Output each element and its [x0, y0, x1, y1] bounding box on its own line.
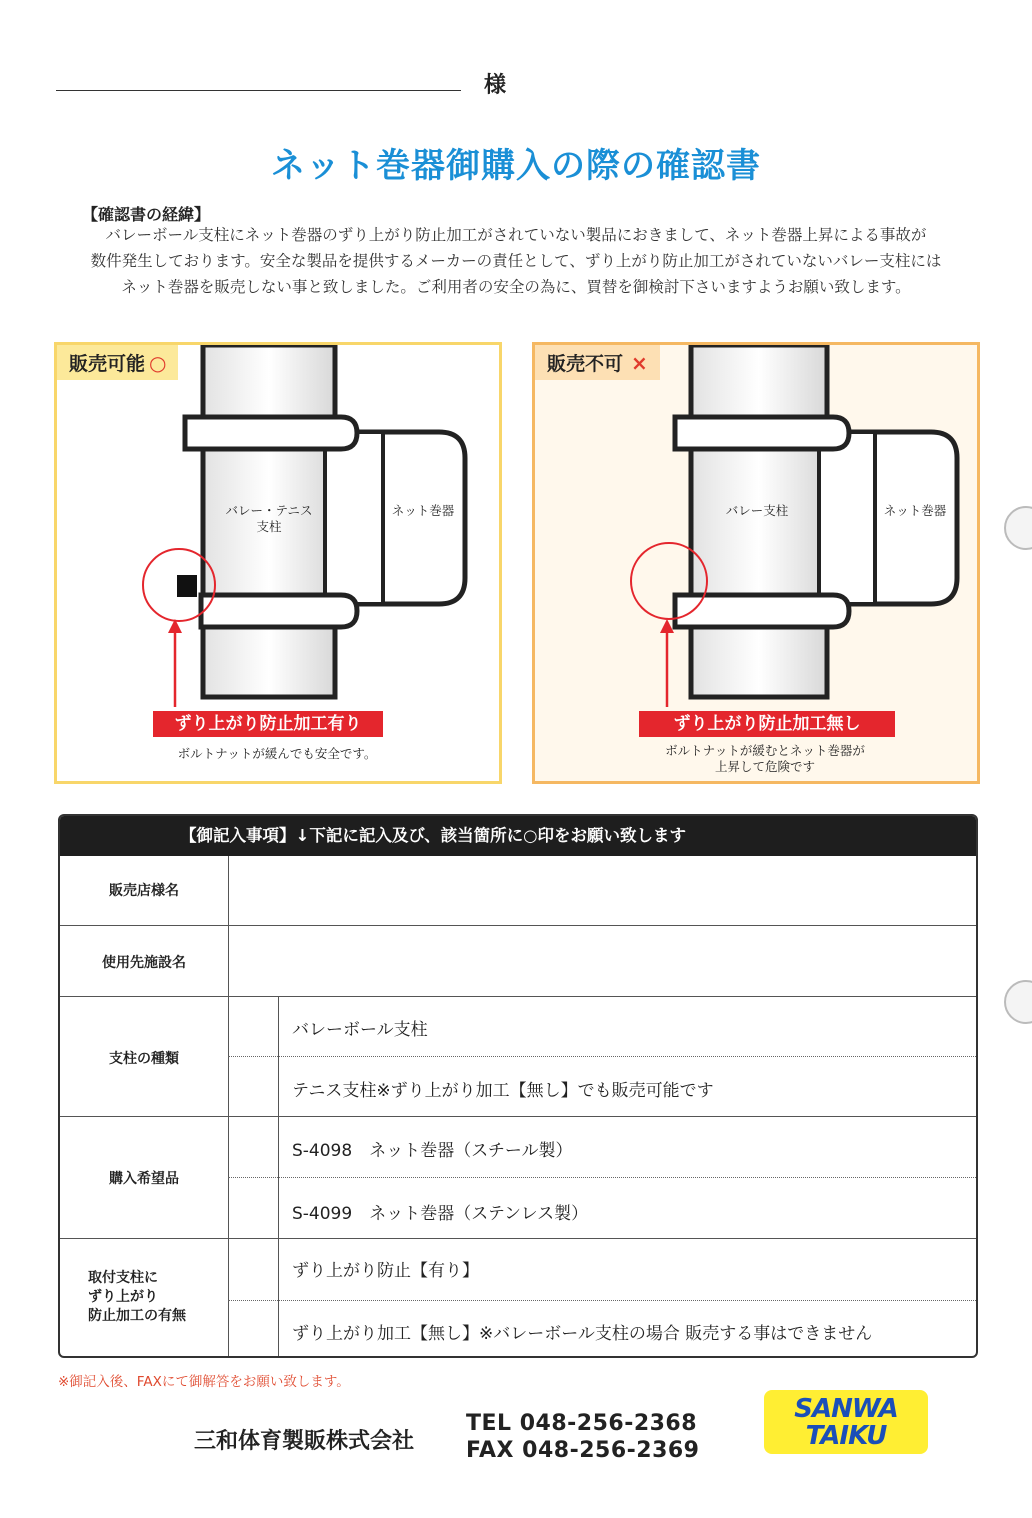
prevention-option-no[interactable]: ずり上がり加工【無し】※バレーボール支柱の場合 販売する事はできません — [292, 1324, 873, 1344]
arrow-up-icon — [660, 619, 674, 633]
panel-label-text: 販売不可 — [547, 353, 624, 375]
cross-mark-icon: × — [631, 351, 648, 375]
pole-type-volleyball-mark[interactable] — [230, 998, 278, 1055]
form-header: 【御記入事項】↓下記に記入及び、該当箇所に○印をお願い致します — [60, 816, 976, 856]
store-name-field[interactable] — [230, 858, 978, 924]
note-not-allowed — [595, 743, 935, 775]
page-title: ネット巻器御購入の際の確認書 — [271, 146, 761, 186]
banner-with-prevention: ずり上がり防止加工有り — [153, 711, 383, 737]
upper-clamp-shape — [675, 417, 849, 449]
panel-sale-not-allowed — [532, 342, 980, 784]
store-name-label: 販売店様名 — [109, 883, 179, 899]
pole-type-option-volleyball[interactable]: バレーボール支柱 — [292, 1020, 428, 1040]
lower-clamp-shape — [201, 595, 357, 627]
pole-shape — [691, 345, 827, 697]
product-stainless-mark[interactable] — [230, 1179, 278, 1237]
prevention-option-yes[interactable]: ずり上がり防止【有り】 — [292, 1261, 479, 1281]
fax-number: FAX 048-256-2369 — [466, 1438, 700, 1463]
note-line-1: ボルトナットが緩むとネット巻器が — [665, 743, 865, 758]
product-option-stainless[interactable]: S-4099 ネット巻器（ステンレス製） — [292, 1204, 589, 1224]
pole-label-1: バレー・テニス — [225, 503, 313, 518]
panel-label-text: 販売可能 — [69, 353, 146, 375]
contact-info — [466, 1410, 700, 1464]
banner-without-prevention: ずり上がり防止加工無し — [639, 711, 895, 737]
recipient-name-line[interactable] — [56, 90, 461, 91]
prevention-yes-mark[interactable] — [230, 1240, 278, 1299]
background-line-3: ネット巻器を販売しない事と致しました。ご利用者の安全の為に、買替を御検討下さいますようお願い致します。 — [121, 278, 911, 296]
product-steel-mark[interactable] — [230, 1118, 278, 1176]
logo-line-2: TAIKU — [805, 1421, 887, 1451]
facility-name-label: 使用先施設名 — [102, 955, 186, 971]
note-allowed: ボルトナットが緩んでも安全です。 — [177, 746, 377, 761]
product-label: 購入希望品 — [109, 1171, 179, 1187]
winder-label: ネット巻器 — [883, 503, 947, 518]
facility-name-field[interactable] — [230, 927, 978, 995]
pole-label: バレー支柱 — [725, 503, 789, 518]
fax-footnote: ※御記入後、FAXにて御解答をお願い致します。 — [58, 1374, 350, 1390]
entry-form — [58, 814, 978, 1358]
logo-line-1: SANWA — [794, 1394, 898, 1424]
panel-sale-allowed — [54, 342, 502, 784]
pole-type-label: 支柱の種類 — [109, 1051, 179, 1067]
pole-label-2: 支柱 — [256, 519, 282, 534]
company-name: 三和体育製販株式会社 — [194, 1429, 415, 1454]
prevention-label: 取付支柱に ずり上がり 防止加工の有無 — [88, 1270, 186, 1324]
honorific: 様 — [484, 73, 507, 98]
winder-label: ネット巻器 — [391, 503, 455, 518]
upper-clamp-shape — [185, 417, 357, 449]
punch-hole — [1004, 980, 1032, 1024]
background-line-1: バレーボール支柱にネット巻器のずり上がり防止加工がされていない製品におきまして、ネット巻器上昇による事故が — [105, 226, 927, 244]
punch-hole — [1004, 506, 1032, 550]
prevention-no-mark[interactable] — [230, 1302, 278, 1358]
circle-mark-icon: ○ — [149, 351, 167, 375]
note-line-2: 上昇して危険です — [714, 759, 815, 774]
stopper-block-shape — [177, 575, 197, 597]
background-text — [60, 222, 972, 300]
background-heading: 【確認書の経緯】 — [82, 205, 211, 224]
pole-type-tennis-mark[interactable] — [230, 1058, 278, 1115]
background-line-2: 数件発生しております。安全な製品を提供するメーカーの責任として、ずり上がり防止加工がされていないバレー支柱には — [90, 252, 942, 270]
tel-number: TEL 048-256-2368 — [466, 1411, 698, 1436]
sanwa-taiku-logo — [764, 1390, 928, 1454]
pole-type-option-tennis[interactable]: テニス支柱※ずり上がり加工【無し】でも販売可能です — [292, 1081, 714, 1101]
product-option-steel[interactable]: S-4098 ネット巻器（スチール製） — [292, 1141, 573, 1161]
